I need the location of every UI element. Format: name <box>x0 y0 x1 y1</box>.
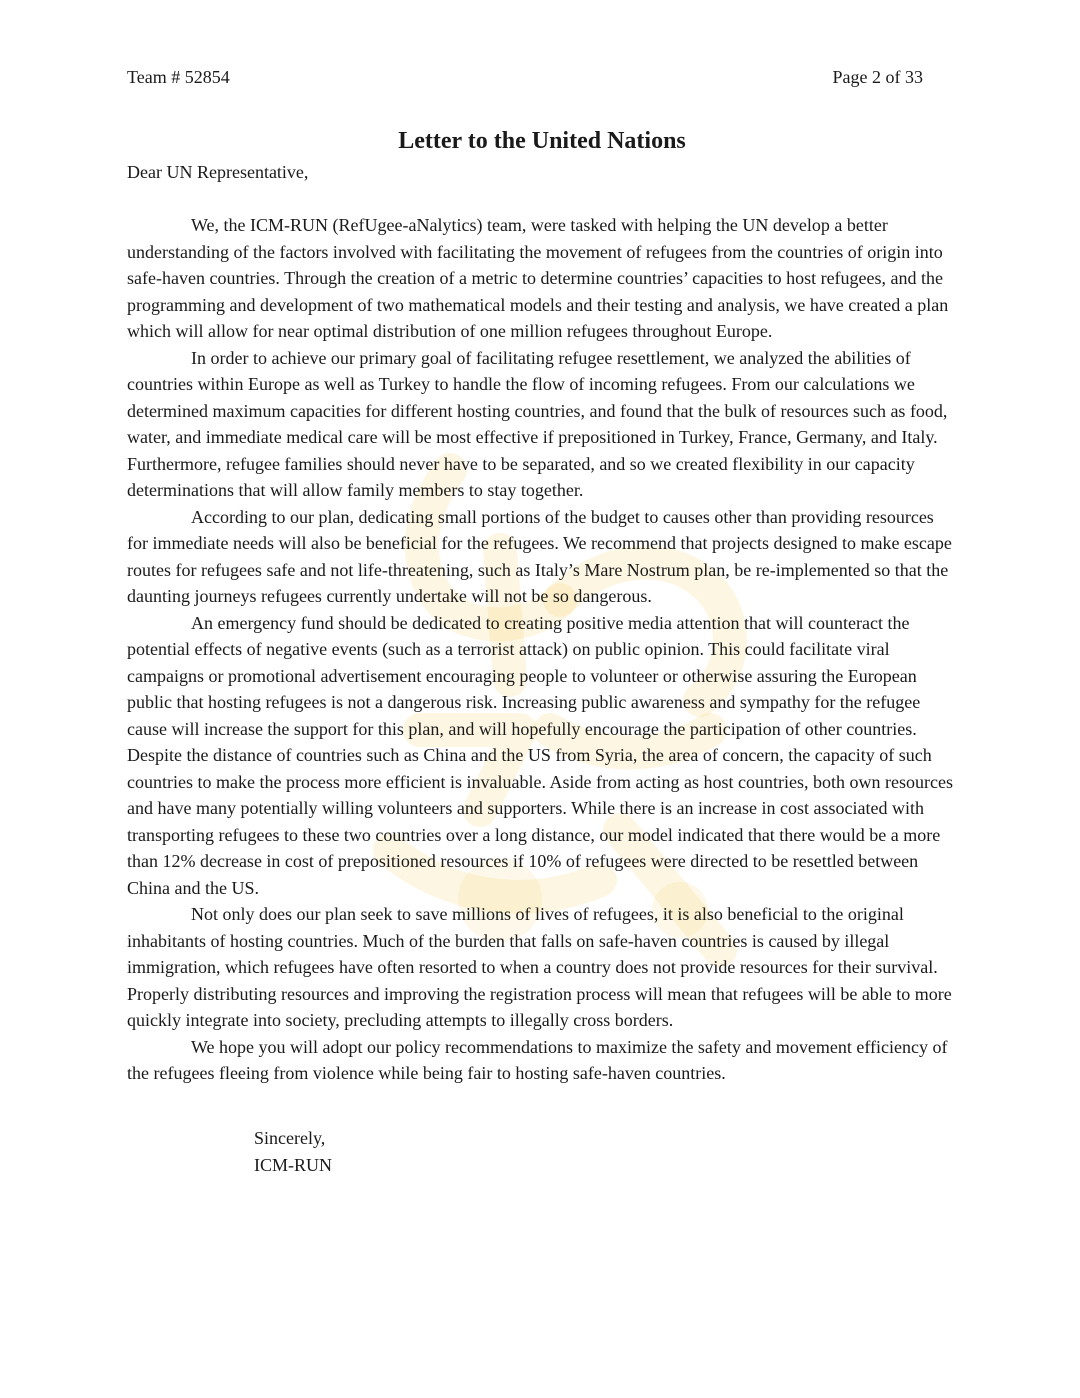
page-number: Page 2 of 33 <box>832 67 923 87</box>
paragraph-resettlement: In order to achieve our primary goal of facilitating refugee resettlement, we analyzed the abilities of countries within Europe as well as Turkey to handle the flow of incoming refugees. From our calculations we determined maximum capacities for different hosting countries, and found that the bulk of resources such as food, water, and immediate medical care will be most effective if prepositioned in Turkey, France, Germany, and Italy. Furthermore, refugee families should never have to be separated, and so we created flexibility in our capacity determinations that will allow family members to stay together. <box>127 347 948 500</box>
signature: ICM-RUN <box>254 1154 333 1175</box>
paragraph-benefits: Not only does our plan seek to save millions of lives of refugees, it is also beneficial to the original inhabitants of hosting countries. Much of the burden that falls on safe-haven countries is caused by illegal immigration, which refugees have often resorted to when a country does not provide resources for their survival. Properly distributing resources and improving the registration process will mean that refugees will be able to more quickly integrate into society, precluding attempts to illegally cross borders. <box>127 904 952 1030</box>
paragraph-emergency-fund: An emergency fund should be dedicated to creating positive media attention that will counteract the potential effects of negative events (such as a terrorist attack) on public opinion. This could facilitate viral campaigns or promotional advertisement encouraging people to volunteer or otherwise assuring the European public that hosting refugees is not a dangerous risk. Increasing public awareness and sympathy for the refugee cause will increase the support for this plan, and will hopefully encourage the participation of other countries. Despite the distance of countries such as China and the US from Syria, the area of concern, the capacity of such countries to make the process more efficient is invaluable. Aside from acting as host countries, both own resources and have many potentially willing volunteers and supporters. While there is an increase in cost associated with transporting refugees to these two countries over a long distance, our model indicated that there would be a more than 12% decrease in cost of prepositioned resources if 10% of refugees were directed to be resettled between China and the US. <box>127 612 953 898</box>
page-header <box>127 64 923 90</box>
closing-block <box>254 1125 955 1179</box>
paragraph-recommendation: We hope you will adopt our policy recommendations to maximize the safety and movement efficiency of the refugees fleeing from violence while being fair to hosting safe-haven countries. <box>127 1036 948 1083</box>
closing-phrase: Sincerely, <box>254 1127 326 1148</box>
team-number: Team # 52854 <box>127 67 230 87</box>
letter-title: Letter to the United Nations <box>398 128 686 154</box>
paragraph-budget: According to our plan, dedicating small portions of the budget to causes other than providing resources for immediate needs will also be beneficial for the refugees. We recommend that projects designed to make escape routes for refugees safe and not life-threatening, such as Italy’s Mare Nostrum plan, be re-implemented so that the daunting journeys refugees currently undertake will not be so dangerous. <box>127 506 952 606</box>
salutation: Dear UN Representative, <box>127 162 309 182</box>
paragraph-intro: We, the ICM-RUN (RefUgee-aNalytics) team, were tasked with helping the UN develop a better understanding of the factors involved with facilitating the movement of refugees from the countries of origin into safe-haven countries. Through the creation of a metric to determine countries’ capacities to host refugees, and the programming and development of two mathematical models and their testing and analysis, we have created a plan which will allow for near optimal distribution of one million refugees throughout Europe. <box>127 215 949 341</box>
letter-body <box>127 126 955 1179</box>
